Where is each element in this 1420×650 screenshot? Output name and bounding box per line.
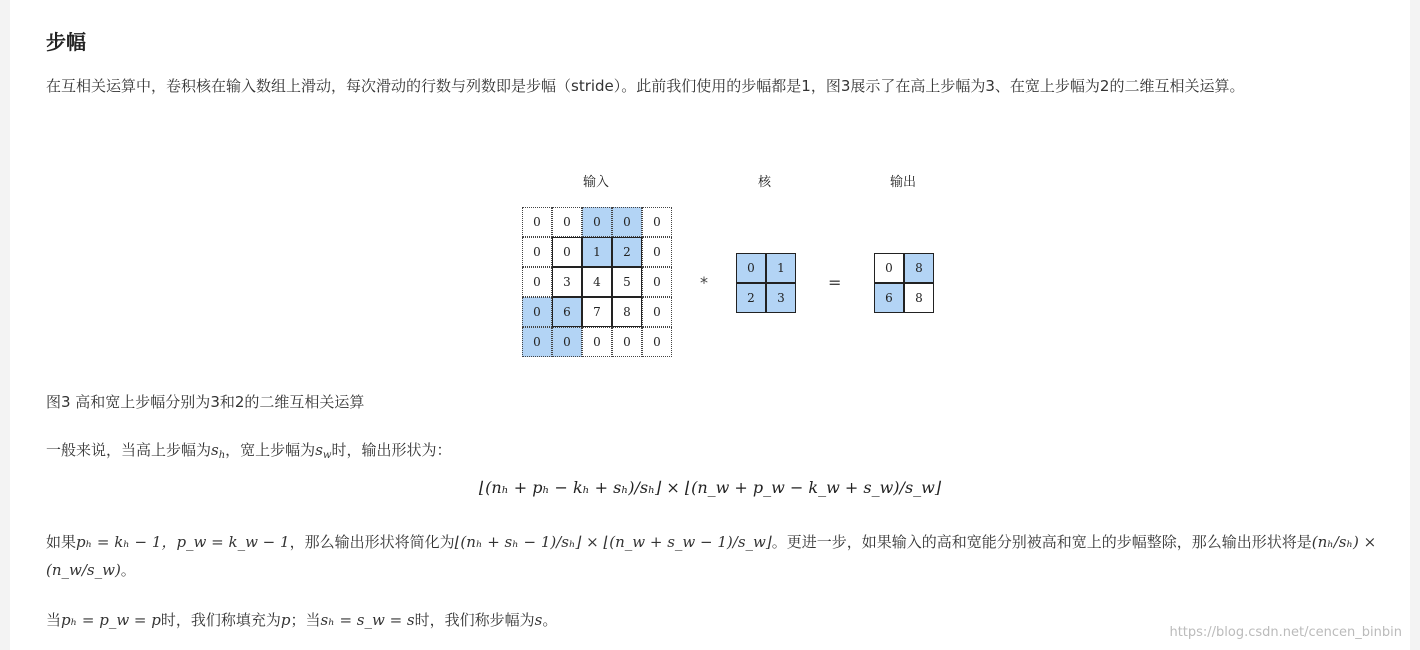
input-cell: 0 xyxy=(612,207,642,237)
math-var: s xyxy=(211,441,219,459)
output-cell: 6 xyxy=(874,283,904,313)
math-subscript: h xyxy=(218,450,226,461)
math-inline xyxy=(315,441,331,459)
input-cell: 5 xyxy=(612,267,642,297)
input-cell: 6 xyxy=(552,297,582,327)
input-cell: 0 xyxy=(552,207,582,237)
input-cell: 0 xyxy=(582,207,612,237)
input-label: 输入 xyxy=(583,175,610,190)
output-cell: 8 xyxy=(904,283,934,313)
text-span: 时，我们称步幅为 xyxy=(414,611,535,629)
stride-figure xyxy=(500,165,960,365)
input-cell: 0 xyxy=(522,207,552,237)
math-inline: s xyxy=(534,611,543,629)
input-cell: 4 xyxy=(582,267,612,297)
kernel-cell: 0 xyxy=(736,253,766,283)
input-cell: 0 xyxy=(522,327,552,357)
input-cell: 2 xyxy=(612,237,642,267)
math-inline: (nₕ/sₕ) × (n_w/s_w) xyxy=(46,533,1377,579)
output-shape-formula: ⌊(nₕ + pₕ − kₕ + sₕ)/sₕ⌋ × ⌊(n_w + p_w − k_w + s_w)/s_w⌋ xyxy=(478,478,942,497)
text-span: 。更进一步，如果输入的高和宽能分别被高和宽上的步幅整除，那么输出形状将是 xyxy=(771,533,1312,551)
output-cell: 0 xyxy=(874,253,904,283)
kernel-cell: 1 xyxy=(766,253,796,283)
input-cell: 0 xyxy=(582,327,612,357)
input-cell: 0 xyxy=(522,267,552,297)
input-cell: 8 xyxy=(612,297,642,327)
input-cell: 0 xyxy=(642,297,672,327)
input-cell: 7 xyxy=(582,297,612,327)
section-heading: 步幅 xyxy=(46,30,86,54)
output-label: 输出 xyxy=(890,175,917,190)
simplified-shape-paragraph xyxy=(46,528,1401,584)
watermark: https://blog.csdn.net/cencen_binbin xyxy=(1169,625,1402,640)
text-span: 时，我们称填充为 xyxy=(160,611,281,629)
kernel-grid xyxy=(736,253,796,313)
text-span: ，宽上步幅为 xyxy=(225,441,316,459)
input-cell: 0 xyxy=(642,237,672,267)
math-inline: pₕ = kₕ − 1，p_w = k_w − 1 xyxy=(76,533,290,551)
text-span: 当 xyxy=(46,611,62,629)
kernel-cell: 3 xyxy=(766,283,796,313)
math-subscript: w xyxy=(322,450,332,461)
math-inline xyxy=(211,441,225,459)
kernel-label: 核 xyxy=(758,175,772,190)
output-cell: 8 xyxy=(904,253,934,283)
text-span: 如果 xyxy=(46,533,77,551)
input-cell: 0 xyxy=(552,237,582,267)
text-span: ，那么输出形状将简化为 xyxy=(289,533,455,551)
output-grid xyxy=(874,253,934,313)
kernel-cell: 2 xyxy=(736,283,766,313)
stride-paragraph xyxy=(46,436,1401,470)
math-inline: sₕ = s_w = s xyxy=(320,611,415,629)
equals-symbol: = xyxy=(828,273,842,292)
article-body xyxy=(10,0,1410,650)
input-cell: 0 xyxy=(642,207,672,237)
input-cell: 0 xyxy=(612,327,642,357)
text-span: ；当 xyxy=(290,611,321,629)
input-cell: 0 xyxy=(552,327,582,357)
math-inline: p xyxy=(280,611,291,629)
math-inline: ⌊(nₕ + sₕ − 1)/sₕ⌋ × ⌊(n_w + s_w − 1)/s_w⌋ xyxy=(454,533,772,551)
intro-paragraph: 在互相关运算中，卷积核在输入数组上滑动，每次滑动的行数与列数即是步幅（stride）。此前我们使用的步幅都是1，图3展示了在高上步幅为3、在宽上步幅为2的二维互相关运算。 xyxy=(46,77,1245,95)
figure-caption: 图3 高和宽上步幅分别为3和2的二维互相关运算 xyxy=(46,393,365,411)
input-cell: 0 xyxy=(642,327,672,357)
input-cell: 3 xyxy=(552,267,582,297)
input-cell: 1 xyxy=(582,237,612,267)
input-cell: 0 xyxy=(522,297,552,327)
text-span: 。 xyxy=(542,611,558,629)
text-span: 。 xyxy=(120,561,136,579)
input-cell: 0 xyxy=(642,267,672,297)
text-span: 时，输出形状为： xyxy=(331,441,452,459)
math-var: s xyxy=(315,441,323,459)
text-span: 一般来说，当高上步幅为 xyxy=(46,441,212,459)
input-cell: 0 xyxy=(522,237,552,267)
multiply-symbol: * xyxy=(700,273,708,292)
input-grid xyxy=(522,207,672,357)
math-inline: pₕ = p_w = p xyxy=(61,611,161,629)
